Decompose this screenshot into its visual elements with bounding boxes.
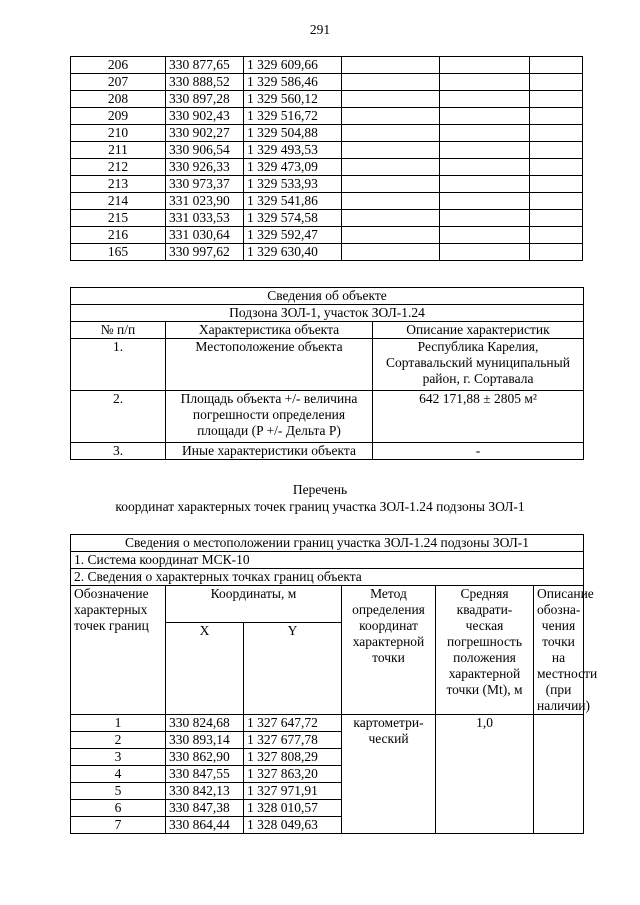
- empty-cell: [440, 91, 530, 108]
- empty-cell: [342, 159, 440, 176]
- empty-cell: [342, 227, 440, 244]
- point-number: 1: [71, 715, 166, 732]
- boundary-points-table: [70, 534, 598, 834]
- coord-x: 330 842,13: [166, 783, 244, 800]
- coord-x: 330 893,14: [166, 732, 244, 749]
- coord-y: 1 329 493,53: [244, 142, 342, 159]
- object-row-num: 2.: [71, 391, 166, 443]
- coord-x: 330 926,33: [166, 159, 244, 176]
- boundary-table-title: Сведения о местоположении границ участка ЗОЛ-1.24 подзоны ЗОЛ-1: [71, 535, 584, 552]
- point-number: 213: [71, 176, 166, 193]
- object-row-num: 3.: [71, 443, 166, 460]
- empty-cell: [440, 74, 530, 91]
- point-number: 208: [71, 91, 166, 108]
- coord-y: 1 327 647,72: [244, 715, 342, 732]
- point-number: 5: [71, 783, 166, 800]
- object-info-table: [70, 287, 584, 460]
- empty-cell: [530, 193, 583, 210]
- object-row-num: 1.: [71, 339, 166, 391]
- header-coordinates: Координаты, м: [166, 586, 342, 623]
- coord-x: 330 877,65: [166, 57, 244, 74]
- error-value: 1,0: [436, 715, 534, 834]
- coord-y: 1 329 516,72: [244, 108, 342, 125]
- method-value: картометри-ческий: [342, 715, 436, 834]
- empty-cell: [440, 159, 530, 176]
- empty-cell: [342, 244, 440, 261]
- empty-cell: [530, 125, 583, 142]
- point-number: 216: [71, 227, 166, 244]
- point-number: 207: [71, 74, 166, 91]
- header-x: X: [166, 623, 244, 715]
- empty-cell: [342, 176, 440, 193]
- point-number: 7: [71, 817, 166, 834]
- object-info-subtitle: Подзона ЗОЛ-1, участок ЗОЛ-1.24: [71, 305, 584, 322]
- empty-cell: [342, 142, 440, 159]
- coord-y: 1 329 586,46: [244, 74, 342, 91]
- point-number: 210: [71, 125, 166, 142]
- coord-y: 1 327 971,91: [244, 783, 342, 800]
- point-number: 165: [71, 244, 166, 261]
- coord-y: 1 329 560,12: [244, 91, 342, 108]
- table-row: [71, 159, 583, 176]
- object-row-characteristic: Иные характеристики объекта: [166, 443, 373, 460]
- table-row: [71, 193, 583, 210]
- coordinate-system: 1. Система координат МСК-10: [71, 552, 584, 569]
- empty-cell: [530, 108, 583, 125]
- object-row-characteristic: Площадь объекта +/- величина погрешности определения площади (P +/- Дельта P): [166, 391, 373, 443]
- point-number: 215: [71, 210, 166, 227]
- coord-y: 1 328 010,57: [244, 800, 342, 817]
- coord-x: 330 864,44: [166, 817, 244, 834]
- point-number: 3: [71, 749, 166, 766]
- table-row: [71, 91, 583, 108]
- empty-cell: [530, 210, 583, 227]
- empty-cell: [342, 74, 440, 91]
- points-info-label: 2. Сведения о характерных точках границ объекта: [71, 569, 584, 586]
- page-number: 291: [309, 22, 331, 37]
- empty-cell: [440, 176, 530, 193]
- table-row: [71, 227, 583, 244]
- object-row-description: Республика Карелия, Сортавальский муниципальный район, г. Сортавала: [373, 339, 584, 391]
- table-row: [71, 244, 583, 261]
- point-number: 211: [71, 142, 166, 159]
- header-y: Y: [244, 623, 342, 715]
- object-row-description: -: [373, 443, 584, 460]
- table-row: [71, 108, 583, 125]
- coord-y: 1 329 473,09: [244, 159, 342, 176]
- header-num: № п/п: [71, 322, 166, 339]
- coord-x: 330 906,54: [166, 142, 244, 159]
- point-number: 214: [71, 193, 166, 210]
- empty-cell: [440, 108, 530, 125]
- empty-cell: [342, 210, 440, 227]
- coord-y: 1 329 504,88: [244, 125, 342, 142]
- object-row-characteristic: Местоположение объекта: [166, 339, 373, 391]
- empty-cell: [440, 193, 530, 210]
- empty-cell: [530, 159, 583, 176]
- header-designation: Обозначение характерных точек границ: [71, 586, 166, 715]
- object-info-title: Сведения об объекте: [71, 288, 584, 305]
- coord-y: 1 329 574,58: [244, 210, 342, 227]
- coord-y: 1 327 863,20: [244, 766, 342, 783]
- coord-x: 330 997,62: [166, 244, 244, 261]
- table-row: [71, 210, 583, 227]
- coord-y: 1 327 808,29: [244, 749, 342, 766]
- coord-x: 331 033,53: [166, 210, 244, 227]
- coord-x: 330 897,28: [166, 91, 244, 108]
- coords-table-top: [70, 56, 583, 261]
- coord-y: 1 329 533,93: [244, 176, 342, 193]
- coord-x: 330 847,55: [166, 766, 244, 783]
- empty-cell: [530, 57, 583, 74]
- empty-cell: [440, 142, 530, 159]
- coord-x: 330 902,27: [166, 125, 244, 142]
- point-number: 4: [71, 766, 166, 783]
- empty-cell: [342, 91, 440, 108]
- coord-x: 330 973,37: [166, 176, 244, 193]
- coord-y: 1 327 677,78: [244, 732, 342, 749]
- empty-cell: [440, 210, 530, 227]
- header-description: Описание характеристик: [373, 322, 584, 339]
- table-row: [71, 125, 583, 142]
- empty-cell: [342, 125, 440, 142]
- table-row: [71, 715, 584, 732]
- object-row-description: 642 171,88 ± 2805 м²: [373, 391, 584, 443]
- coord-x: 330 902,43: [166, 108, 244, 125]
- empty-cell: [530, 74, 583, 91]
- header-error: Средняя квадрати-ческая погрешность положения характерной точки (Mt), м: [436, 586, 534, 715]
- header-point-description: Описание обозна-чения точки на местности (при наличии): [534, 586, 584, 715]
- coord-y: 1 329 630,40: [244, 244, 342, 261]
- coord-x: 330 862,90: [166, 749, 244, 766]
- empty-cell: [342, 193, 440, 210]
- table-row: [71, 142, 583, 159]
- empty-cell: [342, 57, 440, 74]
- point-description: [534, 715, 584, 834]
- empty-cell: [530, 244, 583, 261]
- empty-cell: [440, 227, 530, 244]
- point-number: 6: [71, 800, 166, 817]
- coord-y: 1 329 541,86: [244, 193, 342, 210]
- empty-cell: [530, 176, 583, 193]
- coord-y: 1 329 609,66: [244, 57, 342, 74]
- coord-x: 331 030,64: [166, 227, 244, 244]
- point-number: 2: [71, 732, 166, 749]
- list-heading-line1: Перечень: [292, 482, 348, 497]
- empty-cell: [530, 227, 583, 244]
- header-method: Метод определения координат характерной точки: [342, 586, 436, 715]
- list-heading-line2: координат характерных точек границ участка ЗОЛ-1.24 подзоны ЗОЛ-1: [115, 499, 525, 514]
- table-row: [71, 57, 583, 74]
- coord-x: 331 023,90: [166, 193, 244, 210]
- empty-cell: [342, 108, 440, 125]
- point-number: 206: [71, 57, 166, 74]
- point-number: 209: [71, 108, 166, 125]
- coord-x: 330 824,68: [166, 715, 244, 732]
- empty-cell: [440, 244, 530, 261]
- header-characteristic: Характеристика объекта: [166, 322, 373, 339]
- table-row: [71, 176, 583, 193]
- empty-cell: [530, 142, 583, 159]
- table-row: [71, 74, 583, 91]
- empty-cell: [530, 91, 583, 108]
- coord-y: 1 329 592,47: [244, 227, 342, 244]
- point-number: 212: [71, 159, 166, 176]
- empty-cell: [440, 57, 530, 74]
- empty-cell: [440, 125, 530, 142]
- coord-x: 330 847,38: [166, 800, 244, 817]
- coord-x: 330 888,52: [166, 74, 244, 91]
- coord-y: 1 328 049,63: [244, 817, 342, 834]
